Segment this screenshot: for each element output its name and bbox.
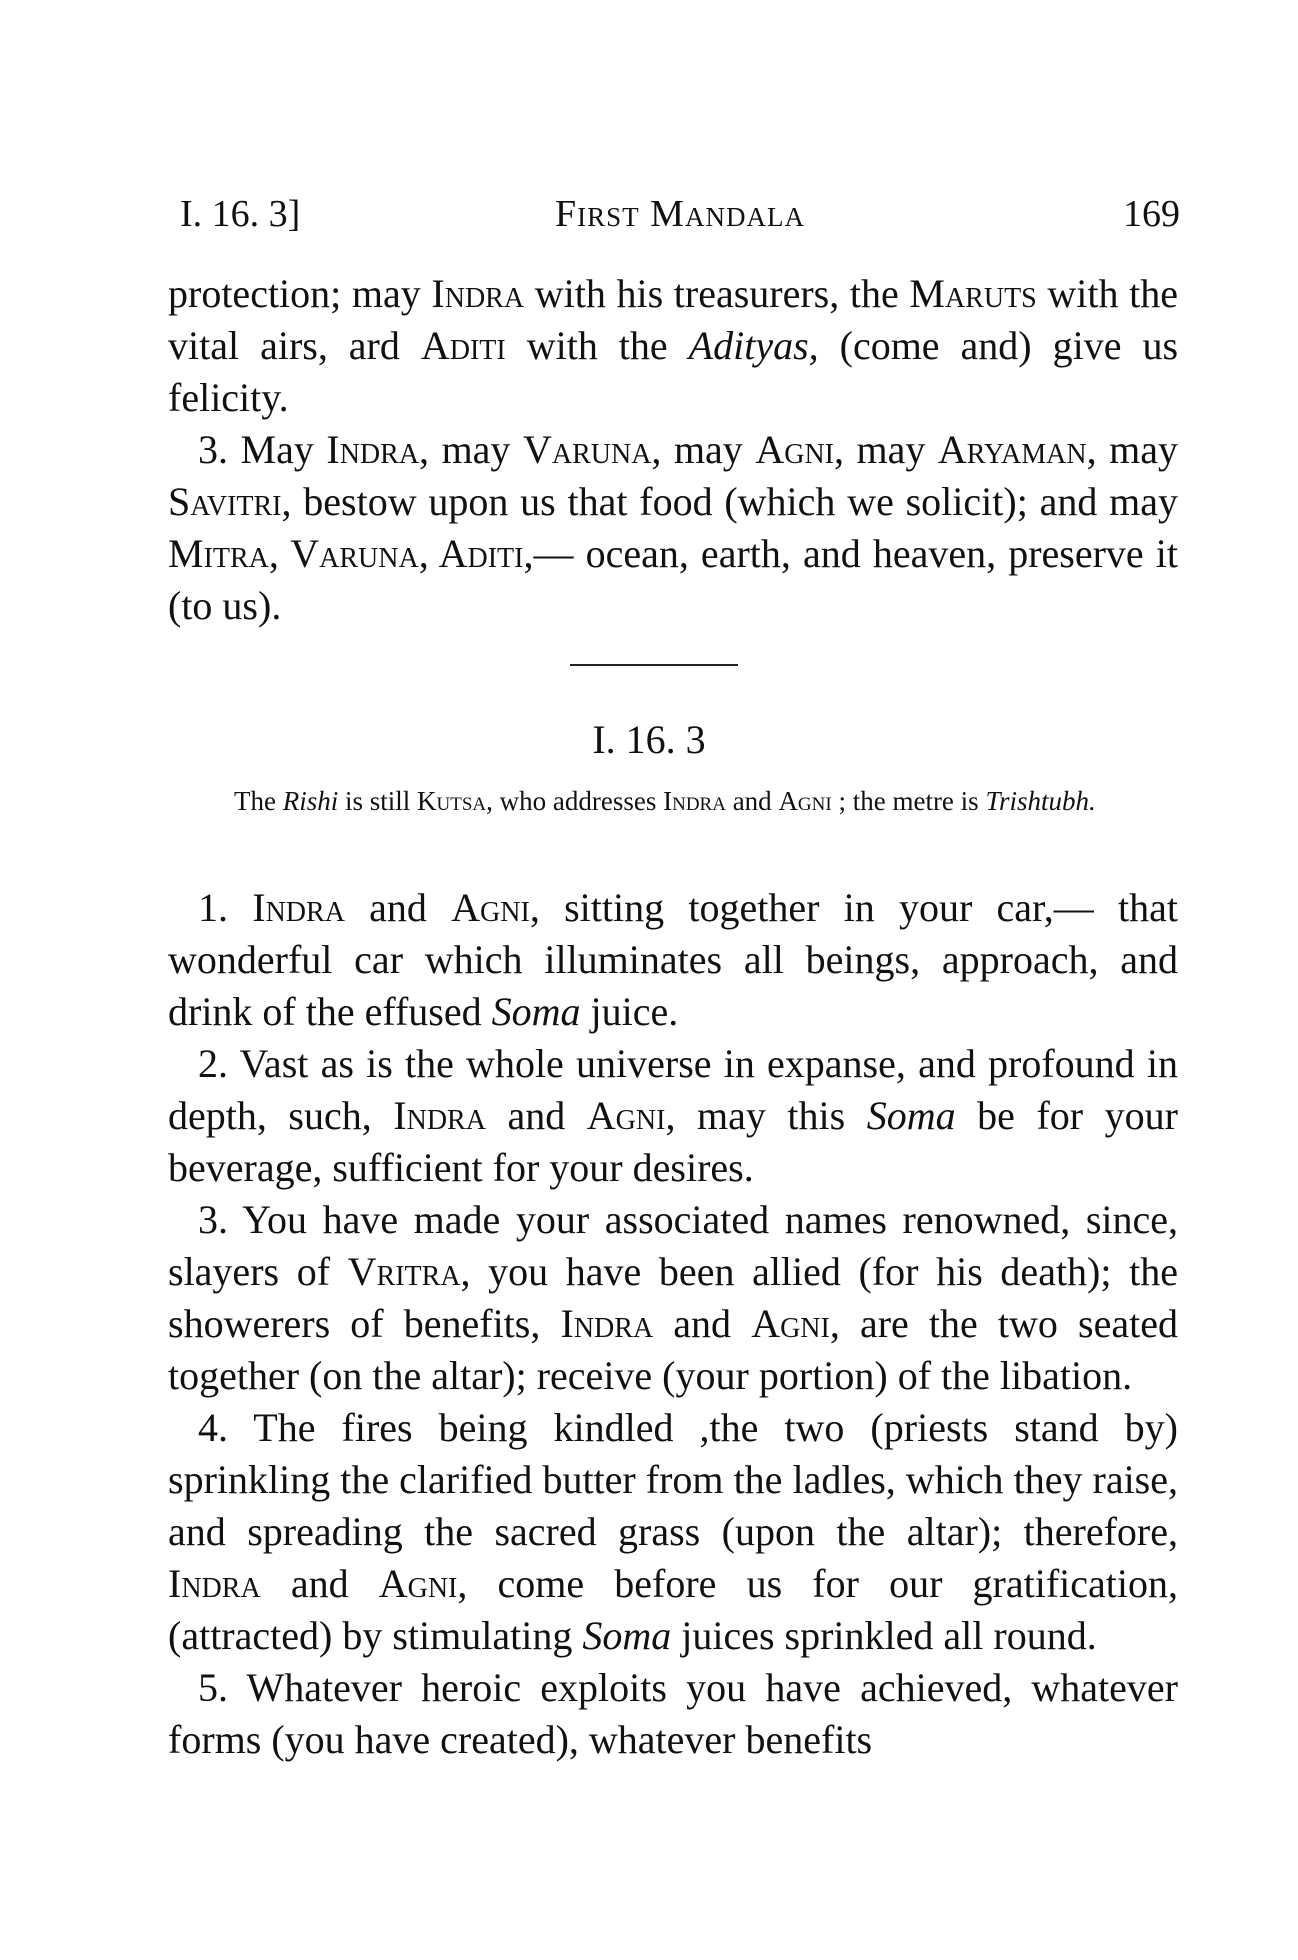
verse-4: 4. The fires being kindled ,the two (priests stand by) sprinkling the clarified butter from the ladles, which they raise, and spreading the sacred grass (upon the altar); therefore, Indra and Agni, come before us for our gratification, (attracted) by stimulating Soma juices sprinkled all round. [168, 1405, 1178, 1658]
continued-text [168, 268, 1178, 632]
verse-5: 5. Whatever heroic exploits you have achieved, whatever forms (you have created), whatever benefits [168, 1665, 1178, 1762]
header-reference: I. 16. 3] [180, 193, 301, 235]
page-number: 169 [1123, 193, 1180, 235]
running-header [180, 192, 1180, 242]
verse-2: 2. Vast as is the whole universe in expanse, and profound in depth, such, Indra and Agni, may this Soma be for your beverage, sufficient for your desires. [168, 1041, 1178, 1190]
verse-1: 1. Indra and Agni, sitting together in your car,— that wonderful car which illuminates all beings, approach, and drink of the effused Soma juice. [168, 885, 1179, 1034]
section-divider [570, 664, 738, 666]
section-heading: I. 16. 3 [592, 717, 706, 762]
verses [168, 882, 1178, 1766]
rishi-note: The Rishi is still Kutsa, who addresses Indra and Agni ; the metre is Trishtubh. [234, 786, 1096, 816]
paragraph-continued: protection; may Indra with his treasurers, the Maruts with the vital airs, ard Aditi with the Adityas, (come and) give us felicity. [168, 271, 1179, 420]
verse-3: 3. You have made your associated names renowned, since, slayers of Vritra, you have been allied (for his death); the showerers of benefits, Indra and Agni, are the two seated together (on the altar); receive (your portion) of the libation. [168, 1197, 1178, 1398]
verse-3-previous: 3. May Indra, may Varuna, may Agni, may Aryaman, may Savitri, bestow upon us that food (which we solicit); and may Mitra, Varuna, Aditi,— ocean, earth, and heaven, preserve it (to us). [168, 427, 1179, 628]
header-title: First Mandala [555, 193, 805, 235]
